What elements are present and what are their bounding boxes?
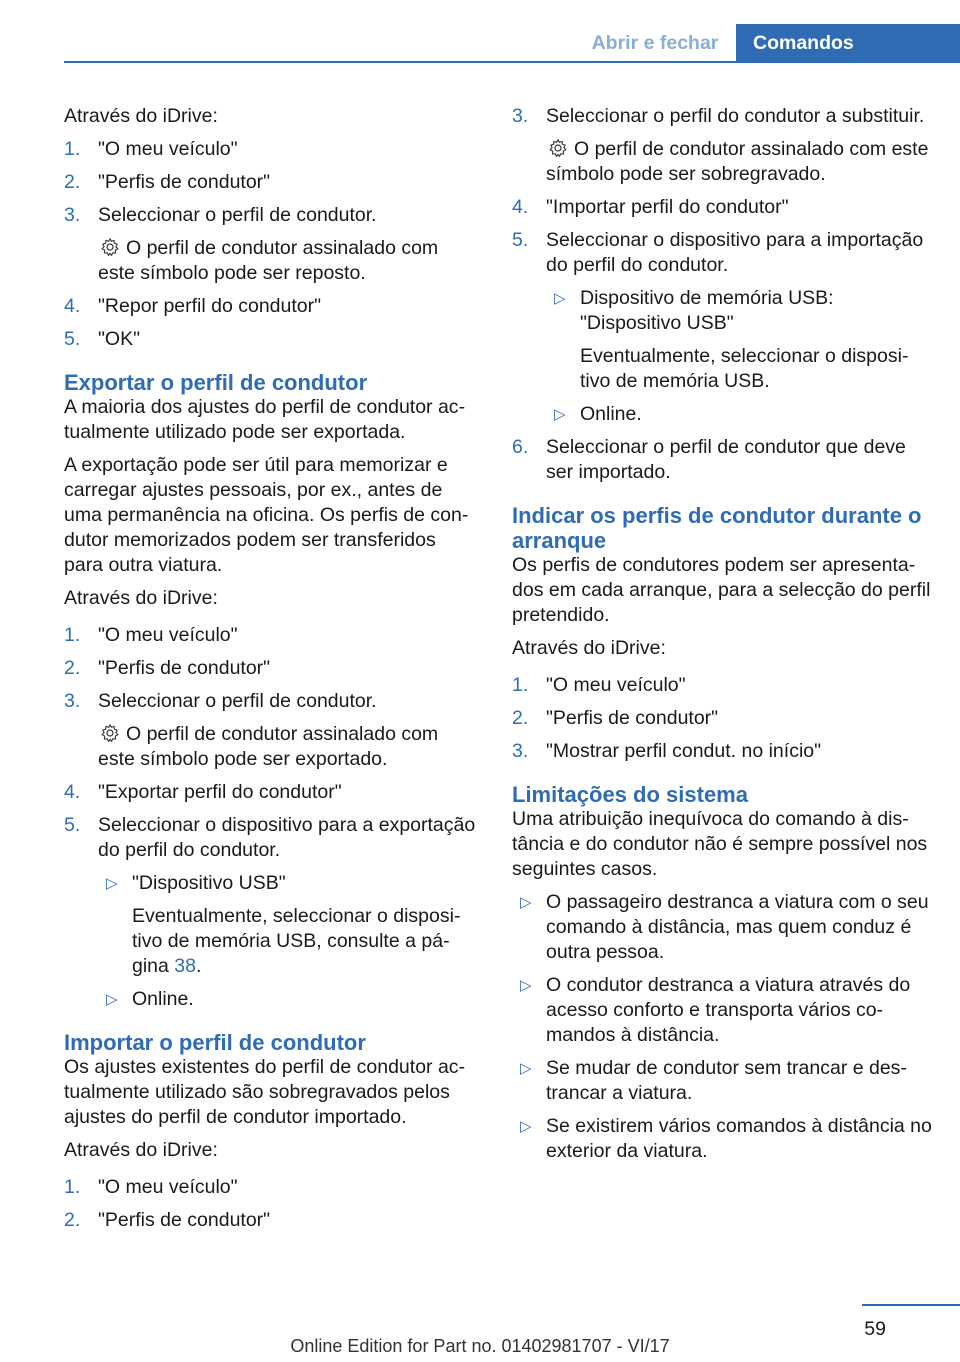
startup-steps-list <box>512 673 932 764</box>
paragraph: A maioria dos ajustes do perfil de condutor actualmente utilizado pode ser exportada. <box>64 396 466 443</box>
bullet-item: ▷ O condutor destranca a viatura através do acesso conforto e transporta vários comandos à distância. <box>520 974 911 1046</box>
step-number: 1. <box>512 674 529 696</box>
export-steps-list <box>64 623 478 1012</box>
sub-list-item: ▷ Online. <box>554 403 642 425</box>
list-item: 2. "Perfis de condutor" <box>512 707 719 729</box>
step-text: "Perfis de condutor" <box>98 171 271 193</box>
step-number: 2. <box>64 657 81 679</box>
section-heading: Indicar os perfis de condutor durante o arranque <box>512 503 922 553</box>
list-item: 3. Seleccionar o perfil de condutor. O perfil de condutor assinalado com este símbolo pode ser exportado. <box>64 689 478 772</box>
step-text: "O meu veículo" <box>98 138 238 160</box>
limits-section <box>512 782 932 1164</box>
step-number: 1. <box>64 1176 81 1198</box>
step-number: 5. <box>512 229 529 251</box>
section-heading: Limitações do sistema <box>512 782 748 807</box>
import-steps-list <box>64 1175 478 1233</box>
limits-list <box>512 890 932 1164</box>
step-number: 1. <box>64 138 81 160</box>
bullet-item: ▷ Se mudar de condutor sem trancar e destrancar a viatura. <box>520 1057 907 1104</box>
step-note: O perfil de condutor assinalado com este símbolo pode ser reposto. <box>98 237 439 284</box>
step-number: 3. <box>64 204 81 226</box>
intro-text: Através do iDrive: <box>64 587 218 609</box>
intro-text: Através do iDrive: <box>64 105 218 127</box>
list-item <box>64 203 478 286</box>
tab-abrir-e-fechar[interactable]: Abrir e fechar <box>591 32 719 54</box>
page-link[interactable]: 38 <box>174 955 196 977</box>
gear-icon <box>100 237 120 257</box>
step-note: O perfil de condutor assinalado com este símbolo pode ser sobregravado. <box>546 138 929 185</box>
paragraph: Os perfis de condutores podem ser apresentados em cada arranque, para a selecção do perfil pretendido. <box>512 554 931 626</box>
list-item: 4. "Exportar perfil do condutor" <box>64 781 342 803</box>
list-item: 3. "Mostrar perfil condut. no início" <box>512 740 822 762</box>
step-number: 5. <box>64 328 81 350</box>
list-item: 3. Seleccionar o perfil do condutor a substituir. O perfil de condutor assinalado com este símbolo pode ser sobregravado. <box>512 104 932 187</box>
sub-list <box>98 871 478 1012</box>
left-column <box>64 104 478 1241</box>
triangle-right-icon: ▷ <box>106 875 118 892</box>
triangle-right-icon: ▷ <box>106 991 118 1008</box>
bullet-item: ▷ O passageiro destranca a viatura com o seu comando à distância, mas quem conduz é outra pessoa. <box>520 891 929 963</box>
sub-list-item: ▷ Dispositivo de memória USB: "Dispositivo USB" Eventualmente, seleccionar o dispositivo de memória USB. <box>554 287 909 392</box>
triangle-right-icon: ▷ <box>520 894 532 911</box>
triangle-right-icon: ▷ <box>554 290 566 307</box>
list-item: 6. Seleccionar o perfil de condutor que deve ser importado. <box>512 436 906 483</box>
step-number: 4. <box>64 295 81 317</box>
step-number: 3. <box>64 690 81 712</box>
header-rule <box>64 61 960 63</box>
triangle-right-icon: ▷ <box>520 1118 532 1135</box>
right-column <box>512 104 932 1172</box>
list-item: 5. Seleccionar o dispositivo para a importação do perfil do condutor. ▷ Dispositivo de memória USB: "Dispositivo USB" Eventualmente, seleccionar o dispositivo de memória USB. ▷ Online. <box>512 228 932 427</box>
list-item: 2. "Perfis de condutor" <box>64 1209 271 1231</box>
gear-icon <box>100 723 120 743</box>
list-item: 1. "O meu veículo" <box>512 674 686 696</box>
step-number: 2. <box>64 171 81 193</box>
section-heading: Importar o perfil de condutor <box>64 1030 366 1055</box>
step-text: Seleccionar o perfil de condutor. <box>98 204 377 226</box>
sub-list <box>546 286 932 427</box>
step-number: 3. <box>512 105 529 127</box>
reset-steps-list <box>64 137 478 352</box>
section-heading: Exportar o perfil de condutor <box>64 370 368 395</box>
sub-list-item: ▷ Online. <box>106 988 194 1010</box>
step-number: 6. <box>512 436 529 458</box>
export-section <box>64 370 478 1012</box>
bullet-item: ▷ Se existirem vários comandos à distância no exterior da viatura. <box>520 1115 932 1162</box>
triangle-right-icon: ▷ <box>554 406 566 423</box>
list-item <box>64 137 478 162</box>
list-item: 1. "O meu veículo" <box>64 624 238 646</box>
step-note: O perfil de condutor assinalado com este símbolo pode ser exportado. <box>98 723 439 770</box>
sub-list-item: ▷ "Dispositivo USB" Eventualmente, seleccionar o dispositivo de memória USB, consulte a página 38. <box>106 872 461 977</box>
step-text: "OK" <box>98 328 141 350</box>
startup-section <box>512 503 932 764</box>
step-number: 3. <box>512 740 529 762</box>
gear-icon <box>548 138 568 158</box>
paragraph: A exportação pode ser útil para memorizar e carregar ajustes pessoais, por ex., antes de uma permanência na oficina. Os perfis de condutor memorizados podem ser transferidos para outra viatura. <box>64 454 469 576</box>
step-number: 1. <box>64 624 81 646</box>
triangle-right-icon: ▷ <box>520 977 532 994</box>
page-number: 59 <box>864 1318 886 1340</box>
step-number: 4. <box>64 781 81 803</box>
step-number: 2. <box>64 1209 81 1231</box>
edition-footer: Online Edition for Part no. 01402981707 - VI/17 <box>290 1336 670 1356</box>
triangle-right-icon: ▷ <box>520 1060 532 1077</box>
list-item: 4. "Importar perfil do condutor" <box>512 196 789 218</box>
list-item: 1. "O meu veículo" <box>64 1176 238 1198</box>
step-number: 5. <box>64 814 81 836</box>
footer-rule <box>862 1304 960 1306</box>
list-item: 5. Seleccionar o dispositivo para a exportação do perfil do condutor. ▷ "Dispositivo USB" Eventualmente, seleccionar o dispositivo de memória USB, consulte a página 38. ▷ Online. <box>64 813 478 1012</box>
tab-comandos[interactable]: Comandos <box>736 24 960 62</box>
intro-text: Através do iDrive: <box>512 637 666 659</box>
list-item <box>64 294 478 319</box>
paragraph: Uma atribuição inequívoca do comando à distância e do condutor não é sempre possível nos seguintes casos. <box>512 808 928 880</box>
list-item <box>64 170 478 195</box>
step-number: 4. <box>512 196 529 218</box>
import-steps-continued <box>512 104 932 485</box>
import-section <box>64 1030 478 1233</box>
paragraph: Os ajustes existentes do perfil de condutor actualmente utilizado são sobregravados pelos ajustes do perfil de condutor importado. <box>64 1056 466 1128</box>
list-item: 2. "Perfis de condutor" <box>64 657 271 679</box>
list-item <box>64 327 478 352</box>
intro-text: Através do iDrive: <box>64 1139 218 1161</box>
step-number: 2. <box>512 707 529 729</box>
step-text: "Repor perfil do condutor" <box>98 295 322 317</box>
